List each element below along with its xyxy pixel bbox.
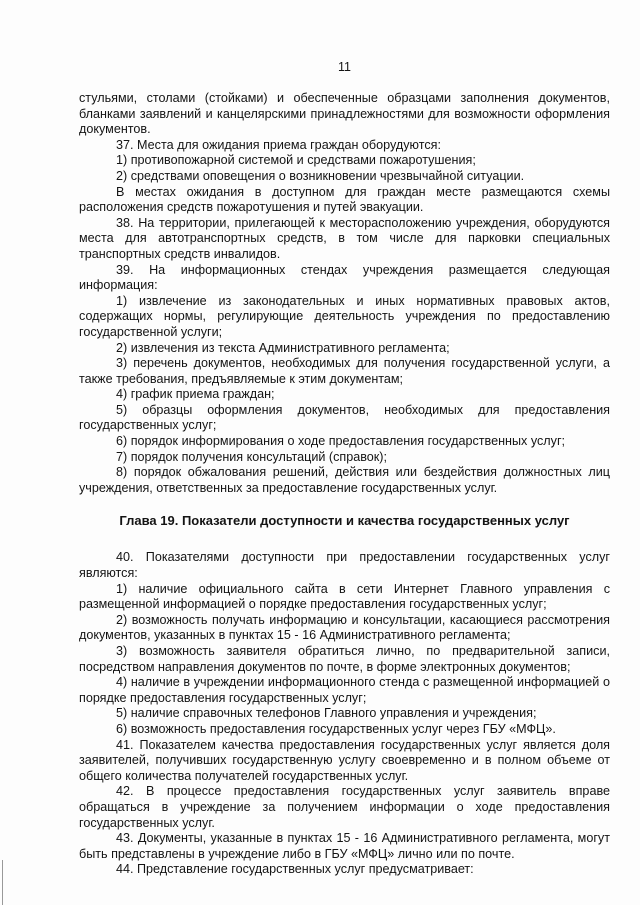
paragraph: 2) возможность получать информацию и консультации, касающиеся рассмотрения документов, указанных в пунктах 15 - 16 Административного регламента; bbox=[79, 612, 610, 643]
paragraph: 41. Показателем качества предоставления государственных услуг является доля заявителей, получивших государственную услугу своевременно и в полном объеме от общего количества получателей государственных услуг. bbox=[79, 737, 610, 783]
paragraph: 44. Представление государственных услуг предусматривает: bbox=[116, 862, 474, 877]
paragraph: 6) порядок информирования о ходе предоставления государственных услуг; bbox=[116, 434, 566, 449]
paragraph: В местах ожидания в доступном для граждан месте размещаются схемы расположения средств пожаротушения и путей эвакуации. bbox=[79, 184, 610, 215]
paragraph: 43. Документы, указанные в пунктах 15 - 16 Административного регламента, могут быть представлены в учреждение либо в ГБУ «МФЦ» лично или по почте. bbox=[79, 831, 610, 861]
chapter-heading: Глава 19. Показатели доступности и качества государственных услуг bbox=[119, 513, 570, 529]
paragraph: 3) возможность заявителя обратиться лично, по предварительной записи, посредством направления документов по почте, в форме электронных документов; bbox=[79, 644, 610, 674]
paragraph: 39. На информационных стендах учреждения размещается следующая информация: bbox=[79, 262, 610, 293]
paragraph: 40. Показателями доступности при предоставлении государственных услуг являются: bbox=[79, 550, 610, 581]
scan-edge-line bbox=[2, 860, 3, 905]
paragraph: 37. Места для ожидания приема граждан оборудуются: bbox=[116, 137, 441, 152]
section-before-heading bbox=[79, 91, 610, 496]
paragraph: 5) наличие справочных телефонов Главного управления и учреждения; bbox=[116, 706, 537, 721]
paragraph: 4) график приема граждан; bbox=[116, 387, 275, 402]
paragraph: 1) противопожарной системой и средствами пожаротушения; bbox=[116, 153, 476, 168]
section-after-heading bbox=[79, 550, 610, 877]
paragraph: 8) порядок обжалования решений, действия или бездействия должностных лиц учреждения, ответственных за предоставление государственных услуг. bbox=[79, 465, 610, 495]
paragraph: 7) порядок получения консультаций (справок); bbox=[116, 449, 387, 464]
paragraph: 6) возможность предоставления государственных услуг через ГБУ «МФЦ». bbox=[116, 721, 556, 736]
paragraph: 5) образцы оформления документов, необходимых для предоставления государственных услуг; bbox=[79, 402, 610, 433]
page-number: 11 bbox=[338, 60, 351, 74]
paragraph: 4) наличие в учреждении информационного стенда с размещенной информацией о порядке предоставления государственных услуг; bbox=[79, 675, 610, 705]
paragraph: 2) средствами оповещения о возникновении чрезвычайной ситуации. bbox=[116, 168, 525, 183]
paragraph: 3) перечень документов, необходимых для получения государственной услуги, а также требования, предъявляемые к этим документам; bbox=[79, 356, 610, 386]
paragraph: стульями, столами (стойками) и обеспеченные образцами заполнения документов, бланками заявлений и канцелярскими принадлежностями для возможности оформления документов. bbox=[79, 91, 610, 137]
paragraph: 1) наличие официального сайта в сети Интернет Главного управления с размещенной информацией о порядке предоставления государственных услуг; bbox=[79, 581, 610, 612]
paragraph: 2) извлечения из текста Административного регламента; bbox=[116, 340, 450, 355]
paragraph: 42. В процессе предоставления государственных услуг заявитель вправе обращаться в учреждение за получением информации о ходе предоставления государственных услуг. bbox=[79, 784, 610, 830]
paragraph: 38. На территории, прилегающей к месторасположению учреждения, оборудуются места для автотранспортных средств, в том числе для парковки специальных транспортных средств инвалидов. bbox=[79, 215, 610, 261]
paragraph: 1) извлечение из законодательных и иных нормативных правовых актов, содержащих нормы, регулирующие деятельность учреждения по предоставлению государственной услуги; bbox=[79, 293, 610, 339]
